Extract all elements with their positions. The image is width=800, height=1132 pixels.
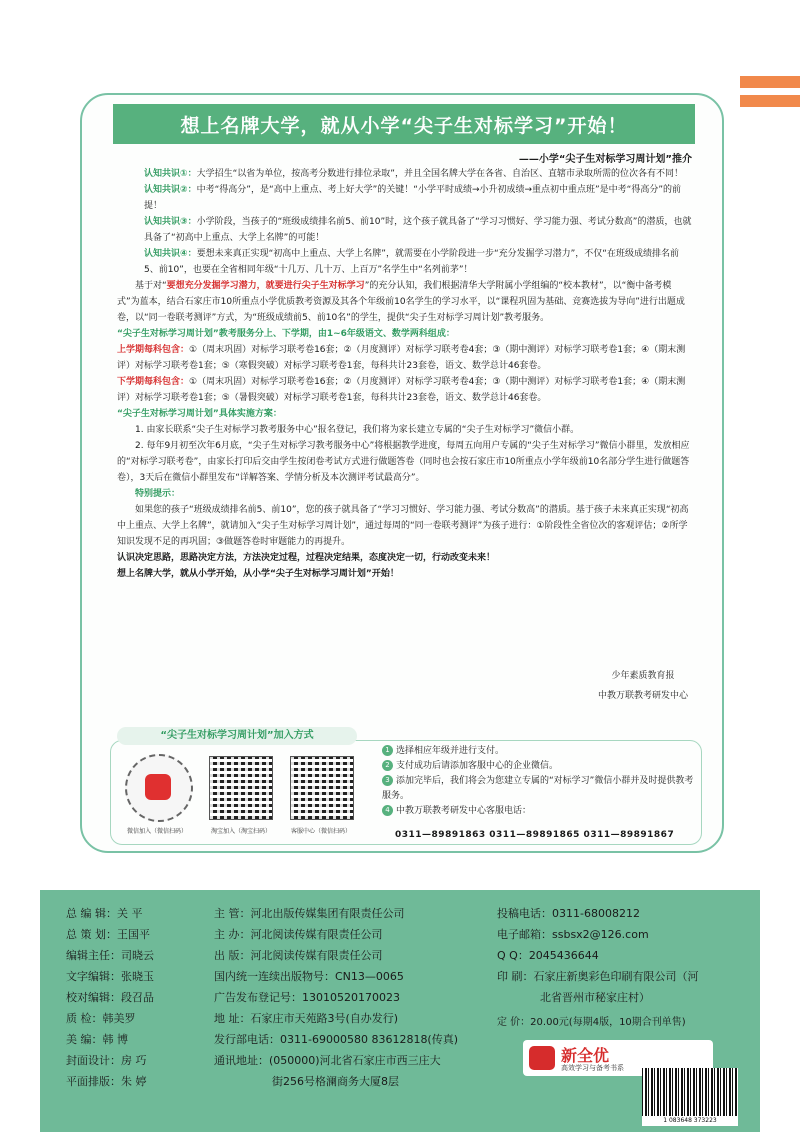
publisher-line: 发行部电话：0311-69000580 83612818(传真) [214, 1033, 459, 1046]
qr-caption: 微信加入（微信扫码） [126, 828, 187, 835]
staff-line: 平面排版：朱 婷 [66, 1075, 147, 1088]
consensus-text: 要想未来真正实现“初高中上重点、大学上名牌”，就需要在小学阶段进一步“充分发掘学习潜力”，不仅“在班级成绩排名前5、前10”，也要在全省相同年级“十几万、几十万、上百万”名学生中“名列前茅”！ [144, 249, 679, 275]
service-phones: 0311—89891863 0311—89891865 0311—89891867 [395, 830, 675, 840]
slogan: 想上名牌大学，就从小学开始，从小学“尖子生对标学习周计划”开始！ [117, 569, 399, 579]
plan-title: “尖子生对标学习周计划”具体实施方案： [117, 409, 282, 419]
signature-line: 少年素质教育报 [611, 671, 675, 681]
consensus-text: 中考“得高分”，是“高中上重点、考上好大学”的关键！“小学平时成绩→小升初成绩→重点初中重点班”是中考“得高分”的前提！ [144, 185, 682, 211]
consensus-item [117, 182, 692, 214]
upper-text: ①（周末巩固）对标学习联考卷16套；②（月度测评）对标学习联考卷4套；③（期中测评）对标学习联考卷1套；④（期末测评）对标学习联考卷1套；⑤（寒假突破）对标学习联考卷1套，每科共计23套卷，语文、数学总计46套卷。 [117, 345, 686, 371]
subtitle: ——小学“尖子生对标学习周计划”推介 [518, 154, 692, 165]
tip-text: 如果您的孩子“班级成绩排名前5、前10”，您的孩子就具备了“学习习惯好、学习能力强、考试分数高”的潜质。基于孩子未来真正实现“初高中上重点、大学上名牌”，就请加入“尖子生对标学习周计划”，通过每周的“同一卷联考测评”为孩子进行：①阶段性全省位次的客观评估；②所学知识发现不足的再巩固；③做题答卷时审题能力的再提升。 [117, 505, 689, 547]
staff-line: 校对编辑：段召品 [66, 991, 154, 1004]
publisher-line: 主 办：河北阅读传媒有限责任公司 [214, 928, 383, 941]
step-number-icon: 2 [382, 760, 393, 771]
contact-line: 北省晋州市秘家庄村） [540, 991, 650, 1004]
consensus-item [117, 214, 692, 246]
staff-line: 总 编 辑：关 平 [66, 907, 143, 920]
step-number-icon: 1 [382, 745, 393, 756]
brand-tagline: 高效学习与备考书系 [561, 1064, 624, 1072]
consensus-item [117, 166, 692, 182]
staff-line: 文字编辑：张晓玉 [66, 970, 154, 983]
step-item: 2 支付成功后请添加客服中心的企业微信。 [382, 759, 694, 774]
contact-line: 投稿电话：0311-68008212 [497, 907, 640, 920]
taobao-qr-code[interactable] [209, 756, 273, 820]
consensus-item [117, 246, 692, 278]
barcode [642, 1068, 738, 1126]
staff-line: 封面设计：房 巧 [66, 1054, 147, 1067]
upper-label: 上学期每科包含： [117, 345, 190, 355]
contact-line: 定 价：20.00元(每期4版，10期合刊单售) [497, 1017, 686, 1028]
wechat-mini-program-code[interactable] [125, 754, 193, 822]
signature-line: 中教万联教考研发中心 [597, 691, 688, 701]
logo-icon [145, 774, 171, 800]
consensus-text: 大学招生“以省为单位，按高考分数进行排位录取”，并且全国名牌大学在各省、自治区、直辖市录取所需的位次各有不同！ [196, 169, 683, 179]
consensus-label: 认知共识①： [144, 169, 197, 179]
brand-logo-icon [529, 1046, 555, 1070]
brand-name: 新全优 [561, 1046, 610, 1065]
plan-item: 1. 由家长联系“尖子生对标学习教考服务中心”报名登记，我们将为家长建立专属的“尖子生对标学习”微信小群。 [135, 425, 580, 435]
join-steps [382, 744, 694, 819]
intro-paragraph [117, 278, 692, 326]
article-body [117, 166, 692, 582]
signature [598, 666, 688, 706]
publisher-line: 通讯地址：(050000)河北省石家庄市西三庄大 [214, 1054, 441, 1067]
staff-line: 总 策 划：王国平 [66, 928, 150, 941]
lower-label: 下学期每科包含： [117, 377, 190, 387]
publisher-line: 广告发布登记号：13010520170023 [214, 991, 400, 1004]
decorative-bar [740, 95, 800, 107]
publisher-line: 国内统一连续出版物号：CN13—0065 [214, 970, 404, 983]
qr-caption: 淘宝加入（淘宝扫码） [210, 828, 271, 835]
tip-title: 特别提示： [135, 489, 181, 499]
intro-highlight: 要想充分发掘学习潜力，就要进行尖子生对标学习 [166, 281, 365, 291]
service-qr-code[interactable] [290, 756, 354, 820]
service-title: “尖子生对标学习周计划”教考服务分上、下学期，由1~6年级语文、数学两科组成： [117, 329, 455, 339]
consensus-text: 小学阶段，当孩子的“班级成绩排名前5、前10”时，这个孩子就具备了“学习习惯好、学习能力强、考试分数高”的潜质，也就具备了“初高中上重点、大学上名牌”的可能！ [144, 217, 692, 243]
staff-line: 美 编：韩 博 [66, 1033, 128, 1046]
contact-line: 电子邮箱：ssbsx2@126.com [497, 928, 649, 941]
staff-line: 质 检：韩美罗 [66, 1012, 136, 1025]
lower-semester [117, 374, 692, 406]
staff-line: 编辑主任：司晓云 [66, 949, 154, 962]
step-number-icon: 4 [382, 805, 393, 816]
publisher-line: 出 版：河北阅读传媒有限责任公司 [214, 949, 383, 962]
step-number-icon: 3 [382, 775, 393, 786]
step-item: 4 中教万联教考研发中心客服电话： [382, 804, 694, 819]
qr-caption: 客服中心（微信扫码） [290, 828, 351, 835]
slogan: 认识决定思路，思路决定方法，方法决定过程，过程决定结果，态度决定一切，行动改变未来！ [117, 553, 496, 563]
contact-line: Q Q：2045436644 [497, 949, 599, 962]
publisher-line: 主 管：河北出版传媒集团有限责任公司 [214, 907, 405, 920]
consensus-label: 认知共识④： [144, 249, 197, 259]
barcode-digits: 1 083648 373223 [642, 1116, 738, 1126]
banner-title: 想上名牌大学，就从小学“尖子生对标学习”开始！ [113, 104, 695, 144]
decorative-bar [740, 76, 800, 88]
lower-text: ①（周末巩固）对标学习联考卷16套；②（月度测评）对标学习联考卷4套；③（期中测评）对标学习联考卷1套；④（期末测评）对标学习联考卷1套；⑤（暑假突破）对标学习联考卷1套，每科共计23套卷，语文、数学总计46套卷。 [117, 377, 686, 403]
publisher-line: 地 址：石家庄市天苑路3号(自办发行) [214, 1012, 399, 1025]
intro-rest: ”的充分认知，我们根据清华大学附属小学组编的“校本教材”，以“衡中备考模式”为蓝本，结合石家庄市10所重点小学优质教考资源及其各个年级前10名学生的学习水平，以“课程巩固为基础、竞赛选拔为导向”进行出题成卷，以“同一卷联考测评”方式，为“班级成绩前5、前10名”的学生，提供“尖子生对标学习周计划”教考服务。 [117, 281, 685, 323]
contact-line: 印 刷：石家庄新奥彩色印刷有限公司（河 [497, 970, 699, 983]
upper-semester [117, 342, 692, 374]
step-item: 1 选择相应年级并进行支付。 [382, 744, 694, 759]
publisher-line: 街256号格澜商务大厦8层 [272, 1075, 399, 1088]
plan-item: 2. 每年9月初至次年6月底，“尖子生对标学习教考服务中心”将根据教学进度，每周五向用户专属的“尖子生对标学习”微信小群里，发放相应的“对标学习联考卷”，由家长打印后交由学生按闭卷考试方式进行做题答卷（同时也会按石家庄市10所重点小学年级前10名部分学生进行做题答卷），3天后在微信小群里发布“详解答案、学情分析及本次测评考试最高分”。 [117, 441, 690, 483]
consensus-label: 认知共识②： [144, 185, 197, 195]
join-title: “尖子生对标学习周计划”加入方式 [117, 727, 357, 745]
step-item: 3 添加完毕后，我们将会为您建立专属的“对标学习”微信小群并及时提供教考服务。 [382, 776, 694, 801]
intro-prefix: 基于对“ [135, 281, 167, 291]
consensus-label: 认知共识③： [144, 217, 197, 227]
